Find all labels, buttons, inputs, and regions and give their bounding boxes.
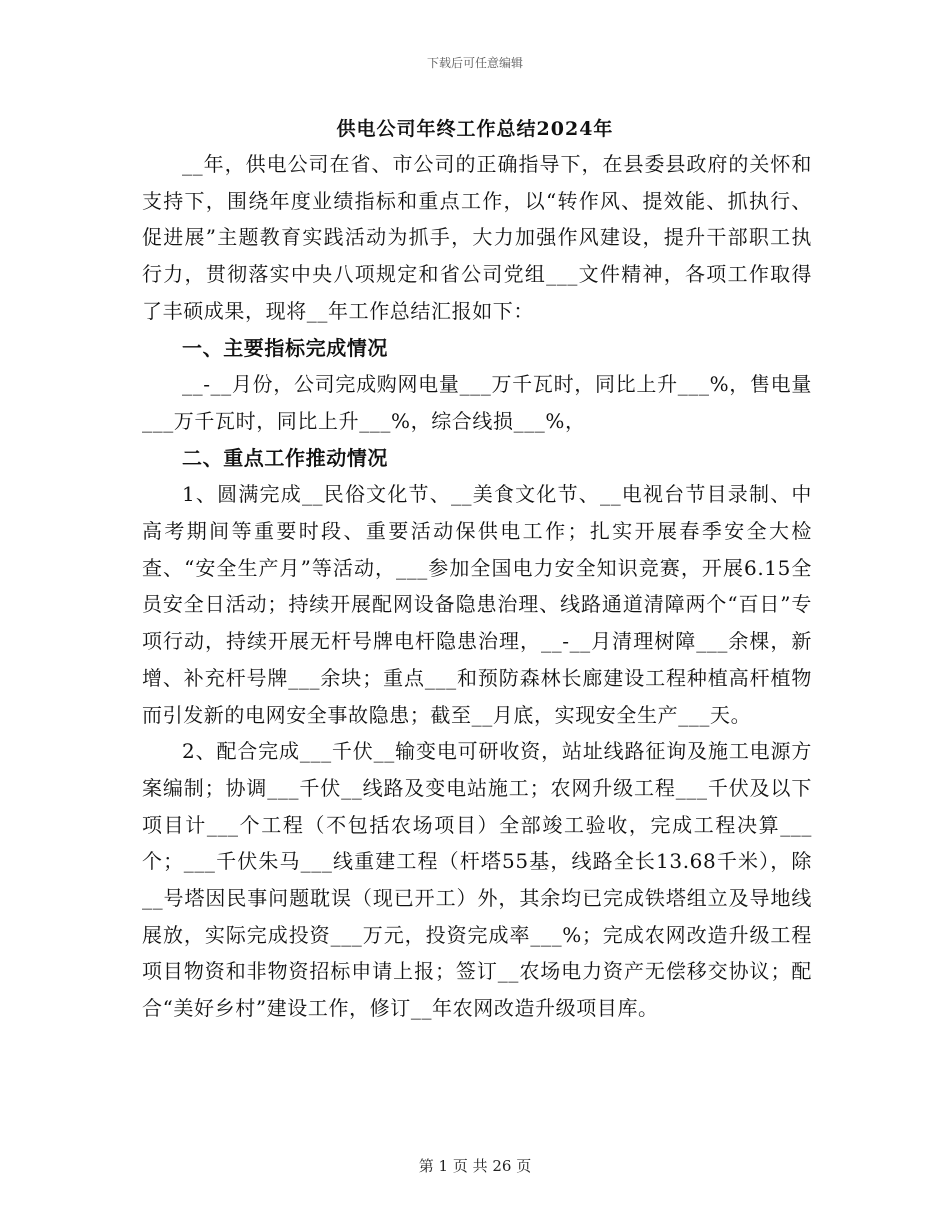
key-work-item-1: 1、圆满完成__民俗文化节、__美食文化节、__电视台节目录制、中高考期间等重要时段、重要活动保供电工作；扎实开展春季安全大检查、“安全生产月”等活动，___参加全国电力安全知识竞赛，开展6.15全员安全日活动；持续开展配网设备隐患治理、线路通道清障两个“百日”专项行动，持续开展无杆号牌电杆隐患治理，__-__月清理树障___余棵，新增、补充杆号牌___余块；重点___和预防森林长廊建设工程种植高杆植物而引发新的电网安全事故隐患；截至__月底，实现安全生产___天。: [142, 482, 812, 727]
header-note: 下载后可任意编辑: [426, 56, 523, 70]
document-title: 供电公司年终工作总结2024年: [336, 118, 614, 140]
intro-paragraph: __年，供电公司在省、市公司的正确指导下，在县委县政府的关怀和支持下，围绕年度业绩指标和重点工作，以“转作风、提效能、抓执行、促进展”主题教育实践活动为抓手，大力加强作风建设，提升干部职工执行力，贯彻落实中央八项规定和省公司党组___文件精神，各项工作取得了丰硕成果，现将__年工作总结汇报如下：: [142, 152, 812, 323]
key-work-item-2: 2、配合完成___千伏__输变电可研收资，站址线路征询及施工电源方案编制；协调___千伏__线路及变电站施工；农网升级工程___千伏及以下项目计___个工程（不包括农场项目）全部竣工验收，完成工程决算___个；___千伏朱马___线重建工程（杆塔55基，线路全长13.68千米），除__号塔因民事问题耽误（现已开工）外，其余均已完成铁塔组立及导地线展放，实际完成投资___万元，投资完成率___%；完成农网改造升级工程项目物资和非物资招标申请上报；签订__农场电力资产无偿移交协议；配合“美好乡村”建设工作，修订__年农网改造升级项目库。: [142, 739, 812, 1021]
section-heading-key-work: 二、重点工作推动情况: [182, 445, 388, 470]
section-heading-main-indicators: 一、主要指标完成情况: [182, 335, 388, 360]
page-number-footer: 第 1 页 共 26 页: [418, 1157, 532, 1175]
document-body: [142, 146, 812, 1027]
indicators-paragraph: __-__月份，公司完成购网电量___万千瓦时，同比上升___%，售电量___万千瓦时，同比上升___%，综合线损___%，: [142, 372, 812, 433]
